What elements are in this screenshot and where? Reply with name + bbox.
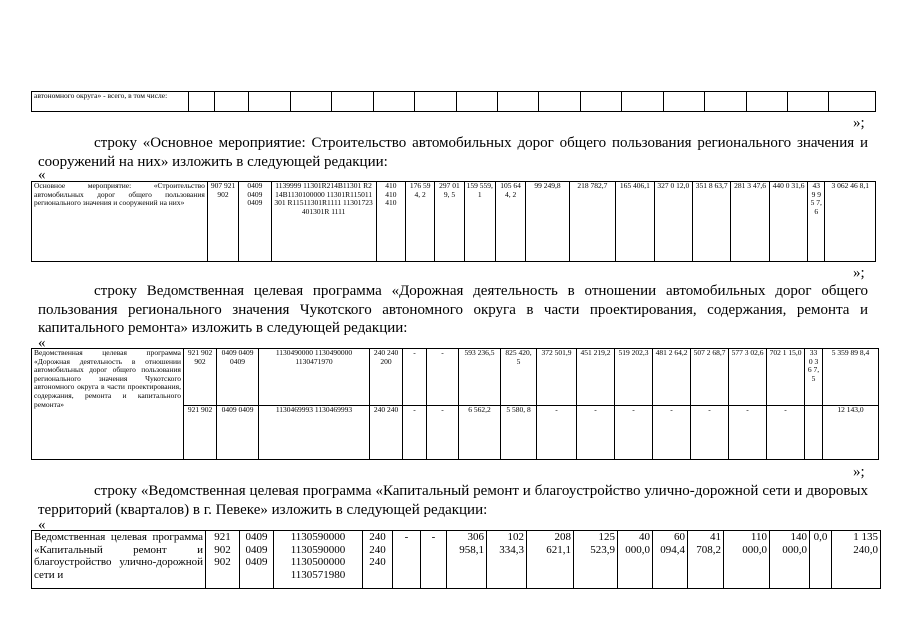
paragraph-1: строку «Основное мероприятие: Строительство автомобильных дорог общего пользования регионального значения и сооружений на них» изложить в следующей редакции: [38,135,868,170]
value-cell: 6 562,2 [459,406,501,460]
total-cell: 12 143,0 [823,406,879,460]
empty-cell [580,92,621,112]
value-cell: 297 019, 5 [435,182,464,262]
value-cell: 281 3 47,6 [731,182,769,262]
value-cell: 218 782,7 [569,182,615,262]
value-cell: 825 420, 5 [501,349,537,406]
value-cell: 105 644, 2 [495,182,525,262]
value-cell: 110 000,0 [724,531,770,589]
rzpr-cell: 0409 0409 [217,406,259,460]
paragraph-3: строку «Ведомственная целевая программа «Капитальный ремонт и благоустройство улично-дорожной сети и дворовых территорий (кварталов) в г. Певеке» изложить в следующей редакции: [38,483,868,518]
empty-cell [746,92,787,112]
vr-cell: 240 240 200 [370,349,403,406]
value-cell: 99 249,8 [526,182,569,262]
csr-cell: 1130590000 1130590000 1130500000 1130571980 [274,531,363,589]
csr-cell: 1139999 11301R214B11301 R214B1130100000 11301R115011301 R11511301R1111 11301723401301R 1111 [271,182,376,262]
value-cell: 165 406,1 [616,182,654,262]
value-cell: 40 000,0 [618,531,653,589]
value-cell: - [615,406,653,460]
empty-cell [829,92,876,112]
row-label: автономного округа» - всего, в том числе: [32,92,189,112]
value-cell: 0,0 [810,531,832,589]
empty-cell [497,92,538,112]
value-cell: 208 621,1 [527,531,574,589]
table-row [32,531,881,589]
opening-quote: « [38,517,46,533]
value-cell: 125 523,9 [574,531,618,589]
rzpr-cell: 0409 0409 0409 [240,531,274,589]
total-cell: 1 135 240,0 [832,531,881,589]
row-name: Ведомственная целевая программа «Капитальный ремонт и благоустройство улично-дорожной сети и [32,531,206,589]
value-cell: 593 236,5 [459,349,501,406]
value-cell: 140 000,0 [770,531,810,589]
value-cell: 60 094,4 [653,531,688,589]
value-cell: 519 202,3 [615,349,653,406]
opening-quote: « [38,335,46,351]
table-row [32,349,879,406]
empty-cell [249,92,290,112]
empty-cell [332,92,373,112]
value-cell: 327 0 12,0 [654,182,692,262]
table-row [32,92,876,112]
csr-cell: 1130469993 1130469993 [259,406,370,460]
value-cell: - [403,406,427,460]
empty-cell [215,92,249,112]
grbs-cell: 907 921 902 [207,182,238,262]
csr-cell: 1130490000 1130490000 1130471970 [259,349,370,406]
value-cell: 102 334,3 [487,531,527,589]
empty-cell [290,92,331,112]
value-cell: - [653,406,691,460]
value-cell: 507 2 68,7 [691,349,729,406]
empty-cell [622,92,663,112]
closing-quote: »; [853,464,865,480]
empty-cell [787,92,828,112]
table-road-activity [31,348,879,460]
empty-cell [539,92,580,112]
empty-cell [415,92,456,112]
value-cell: 306 958,1 [447,531,487,589]
empty-cell [189,92,215,112]
value-cell: 41 708,2 [688,531,724,589]
value-cell: 5 580, 8 [501,406,537,460]
closing-quote: »; [853,265,865,281]
value-cell: - [427,349,459,406]
value-cell: 33 0 36 7, 5 [805,349,823,406]
vr-cell: 410 410 410 [376,182,405,262]
value-cell: 577 3 02,6 [729,349,767,406]
vr-cell: 240 240 [370,406,403,460]
value-cell: 702 1 15,0 [767,349,805,406]
value-cell: - [729,406,767,460]
empty-cell [456,92,497,112]
value-cell: 440 0 31,6 [769,182,807,262]
row-name: Ведомственная целевая программа «Дорожная деятельность в отношении автомобильных дорог общего пользования регионального значения Чукотского автономного округа в части проектирования, содержания, ремонта и капитального ремонта» [32,349,184,460]
vr-cell: 240 240 240 [363,531,393,589]
value-cell: 176 594, 2 [405,182,434,262]
value-cell: 481 2 64,2 [653,349,691,406]
grbs-cell: 921 902 902 [184,349,217,406]
table-construction [31,181,876,262]
rzpr-cell: 0409 0409 0409 [217,349,259,406]
value-cell: - [403,349,427,406]
value-cell: 159 559,1 [464,182,495,262]
closing-quote: »; [853,115,865,131]
empty-cell [705,92,746,112]
table-fragment-top [31,91,876,112]
empty-cell [373,92,414,112]
opening-quote: « [38,167,46,183]
value-cell: - [767,406,805,460]
paragraph-2: строку Ведомственная целевая программа «Дорожная деятельность в отношении автомобильных дорог общего пользования регионального значения Чукотского автономного округа в части проектирования, содержания, ремонта и капитального ремонта» изложить в следующей редакции: [38,283,868,336]
rzpr-cell: 0409 0409 0409 [239,182,271,262]
value-cell: 372 501,9 [537,349,577,406]
value-cell: - [393,531,421,589]
value-cell: 351 8 63,7 [692,182,730,262]
value-cell: - [427,406,459,460]
value-cell: 43 9 95 7, 6 [808,182,825,262]
table-capital-repair [31,530,881,589]
total-cell: 5 359 89 8,4 [823,349,879,406]
value-cell: - [691,406,729,460]
empty-cell [663,92,704,112]
grbs-cell: 921 902 902 [206,531,240,589]
value-cell [805,406,823,460]
table-row [32,182,876,262]
value-cell: - [421,531,447,589]
total-cell: 3 062 46 8,1 [825,182,876,262]
value-cell: 451 219,2 [577,349,615,406]
value-cell: - [577,406,615,460]
row-name: Основное мероприятие: «Строительство автомобильных дорог общего пользования регионального значения и сооружений на них» [32,182,208,262]
grbs-cell: 921 902 [184,406,217,460]
value-cell: - [537,406,577,460]
